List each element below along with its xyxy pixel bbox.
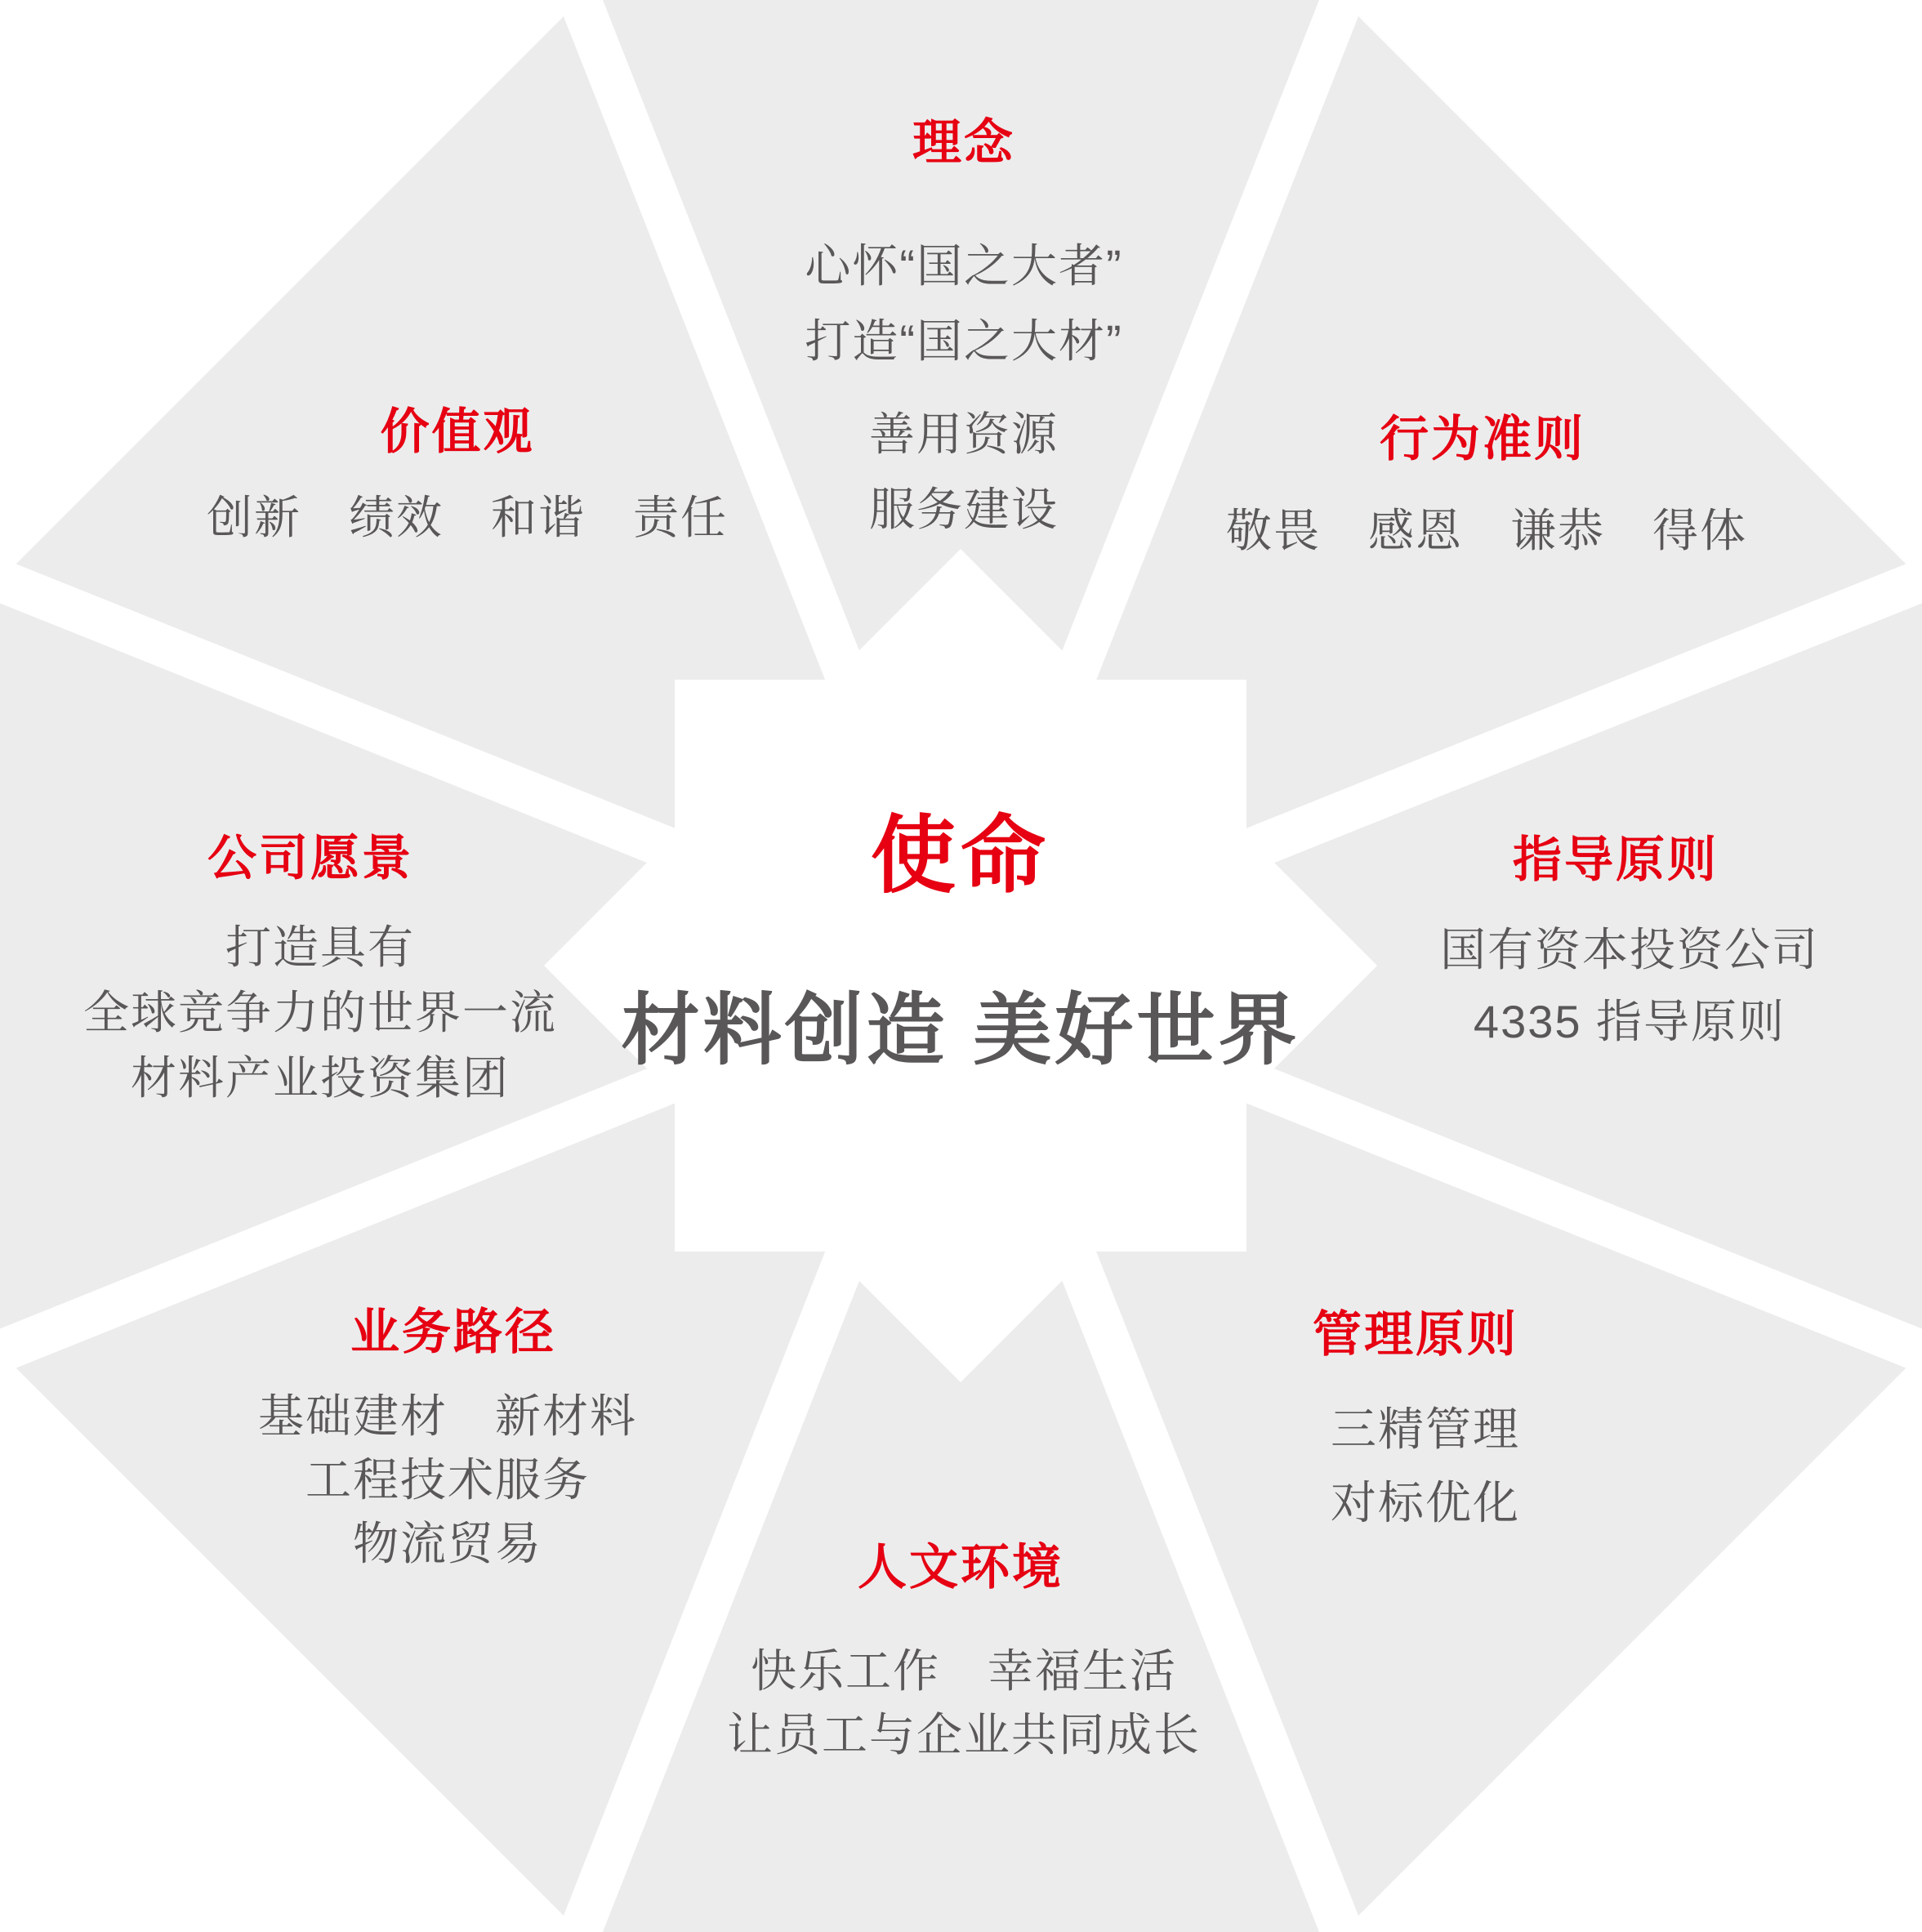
vision-section-title: 公司愿景 bbox=[207, 831, 413, 886]
culture-section-title: 人文环境 bbox=[858, 1540, 1064, 1595]
management-line-2: 对标优化 bbox=[1331, 1477, 1520, 1528]
mission-title: 使命 bbox=[870, 809, 1051, 904]
mission-line-1: 材料创造 bbox=[621, 987, 948, 1074]
concept-motto bbox=[805, 229, 1122, 379]
conduct-section-title: 行为准则 bbox=[1380, 412, 1585, 466]
concept-principle-line-2: 服务建设 bbox=[869, 484, 1059, 535]
mission-line-2: 美好世界 bbox=[973, 987, 1300, 1074]
values-body bbox=[207, 482, 728, 547]
vision-line-1: 打造具有 bbox=[225, 921, 415, 973]
concept-section-title: 理念 bbox=[912, 115, 1015, 170]
business-line-3: 物流贸易 bbox=[353, 1518, 542, 1569]
guiding-line-1: 国有资本投资公司 bbox=[1440, 924, 1819, 975]
concept-principle bbox=[869, 397, 1059, 547]
values-section-title: 价值观 bbox=[380, 404, 535, 459]
concept-motto-line-1: 心怀“国之大者” bbox=[805, 240, 1123, 292]
conduct-body bbox=[1226, 495, 1747, 560]
guiding-section-title: 指导原则 bbox=[1513, 832, 1719, 887]
management-section-title: 管理原则 bbox=[1313, 1307, 1518, 1362]
culture-line-1: 快乐工作 幸福生活 bbox=[751, 1645, 1177, 1697]
guiding-line-2: 4335 指导原则 bbox=[1473, 996, 1786, 1047]
business-line-2: 工程技术服务 bbox=[305, 1454, 590, 1506]
concept-motto-line-2: 打造“国之大材” bbox=[805, 315, 1123, 367]
business-body bbox=[258, 1385, 637, 1576]
vision-line-2: 全球竞争力的世界一流 bbox=[83, 987, 557, 1038]
culture-line-2: 让员工与企业共同成长 bbox=[727, 1709, 1201, 1760]
culture-body bbox=[727, 1640, 1201, 1767]
values-line-1: 创新 绩效 和谐 责任 bbox=[207, 492, 728, 543]
management-body bbox=[1331, 1393, 1520, 1540]
business-line-1: 基础建材 新材料 bbox=[258, 1390, 637, 1442]
vision-line-3: 材料产业投资集团 bbox=[131, 1052, 510, 1104]
vision-body bbox=[83, 915, 557, 1111]
guiding-body bbox=[1440, 914, 1819, 1058]
mission-statement bbox=[622, 981, 1300, 1081]
business-section-title: 业务路径 bbox=[350, 1305, 556, 1359]
conduct-line-1: 敬畏 感恩 谦恭 得体 bbox=[1226, 505, 1747, 556]
concept-principle-line-1: 善用资源 bbox=[869, 408, 1059, 460]
management-line-1: 三精管理 bbox=[1331, 1403, 1520, 1455]
